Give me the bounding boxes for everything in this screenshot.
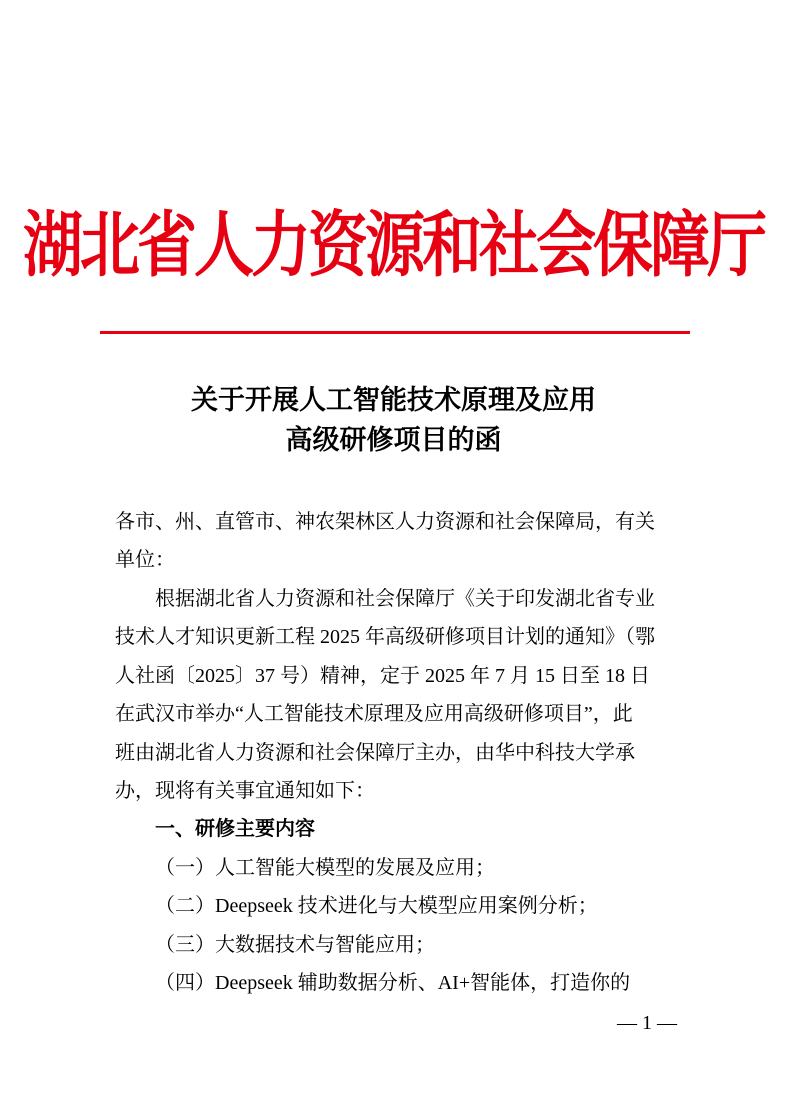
- paragraph-line: 人社函〔2025〕37 号）精神，定于 2025 年 7 月 15 日至 18 日: [115, 665, 650, 687]
- section-heading: 一、研修主要内容: [155, 818, 315, 840]
- paragraph-line: 根据湖北省人力资源和社会保障厅《关于印发湖北省专业: [155, 588, 655, 610]
- list-item: （四）Deepseek 辅助数据分析、AI+智能体，打造你的: [155, 972, 631, 994]
- list-item: （二）Deepseek 技术进化与大模型应用案例分析；: [155, 895, 598, 917]
- addressee-line-1: 各市、州、直管市、神农架林区人力资源和社会保障局，有关: [115, 511, 655, 533]
- issuer-masthead: 湖北省人力资源和社会保障厅: [23, 207, 764, 285]
- document-title-line-2: 高级研修项目的函: [285, 425, 502, 455]
- list-item: （三）大数据技术与智能应用；: [155, 934, 435, 956]
- addressee-line-2: 单位：: [115, 549, 175, 571]
- document-title-line-1: 关于开展人工智能技术原理及应用: [191, 385, 596, 415]
- paragraph-line: 技术人才知识更新工程 2025 年高级研修项目计划的通知》（鄂: [115, 626, 655, 648]
- red-divider-line: [100, 331, 690, 334]
- paragraph-line: 办，现将有关事宜通知如下：: [115, 780, 375, 802]
- list-item: （一）人工智能大模型的发展及应用；: [155, 857, 495, 879]
- page-number: — 1 —: [617, 1012, 677, 1034]
- paragraph-line: 在武汉市举办“人工智能技术原理及应用高级研修项目”，此: [115, 703, 633, 725]
- paragraph-line: 班由湖北省人力资源和社会保障厅主办，由华中科技大学承: [115, 742, 635, 764]
